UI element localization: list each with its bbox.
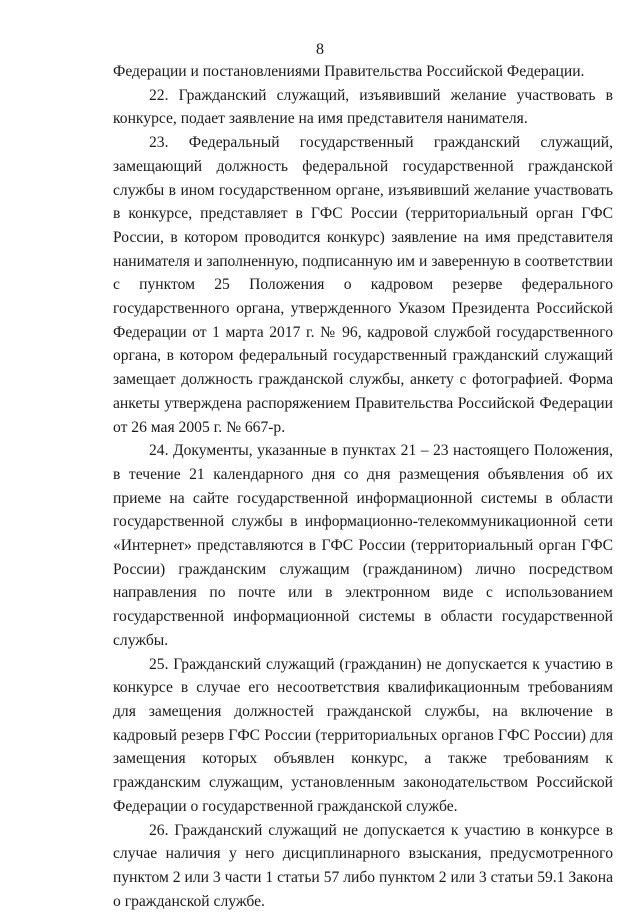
paragraph-21-continuation: Федерации и постановлениями Правительства Российской Федерации.	[113, 60, 613, 84]
page-number: 8	[0, 40, 640, 60]
paragraph-23: 23. Федеральный государственный гражданский служащий, замещающий должность федеральной государственной гражданской службы в ином государственном органе, изъявивший желание участвовать в конкурсе, представляет в ГФС России (территориальный орган ГФС России, в котором проводится конкурс) заявление на имя представителя нанимателя и заполненную, подписанную им и заверенную в соответствии с пунктом 25 Положения о кадровом резерве федерального государственного органа, утвержденного Указом Президента Российской Федерации от 1 марта 2017 г. № 96, кадровой службой государственного органа, в котором федеральный государственный гражданский служащий замещает должность гражданской службы, анкету с фотографией. Форма анкеты утверждена распоряжением Правительства Российской Федерации от 26 мая 2005 г. № 667-р.	[113, 131, 613, 439]
paragraph-26: 26. Гражданский служащий не допускается к участию в конкурсе в случае наличия у него дисциплинарного взыскания, предусмотренного пунктом 2 или 3 части 1 статьи 57 либо пунктом 2 или 3 статьи 59.1 Закона о гражданской службе.	[113, 819, 613, 913]
paragraph-22: 22. Гражданский служащий, изъявивший желание участвовать в конкурсе, подает заявление на имя представителя нанимателя.	[113, 84, 613, 131]
paragraph-24: 24. Документы, указанные в пунктах 21 – 23 настоящего Положения, в течение 21 календарного дня со дня размещения объявления об их приеме на сайте государственной информационной системы в области государственной службы в информационно-телекоммуникационной сети «Интернет» представляются в ГФС России (территориальный орган ГФС России) гражданским служащим (гражданином) лично посредством направления по почте или в электронном виде с использованием государственной информационной системы в области государственной службы.	[113, 439, 613, 652]
paragraph-25: 25. Гражданский служащий (гражданин) не допускается к участию в конкурсе в случае его несоответствия квалификационным требованиям для замещения должностей гражданской службы, на включение в кадровый резерв ГФС России (территориальных органов ГФС России) для замещения которых объявлен конкурс, а также требованиям к гражданским служащим, установленным законодательством Российской Федерации о государственной гражданской службе.	[113, 653, 613, 819]
document-body	[113, 60, 613, 913]
